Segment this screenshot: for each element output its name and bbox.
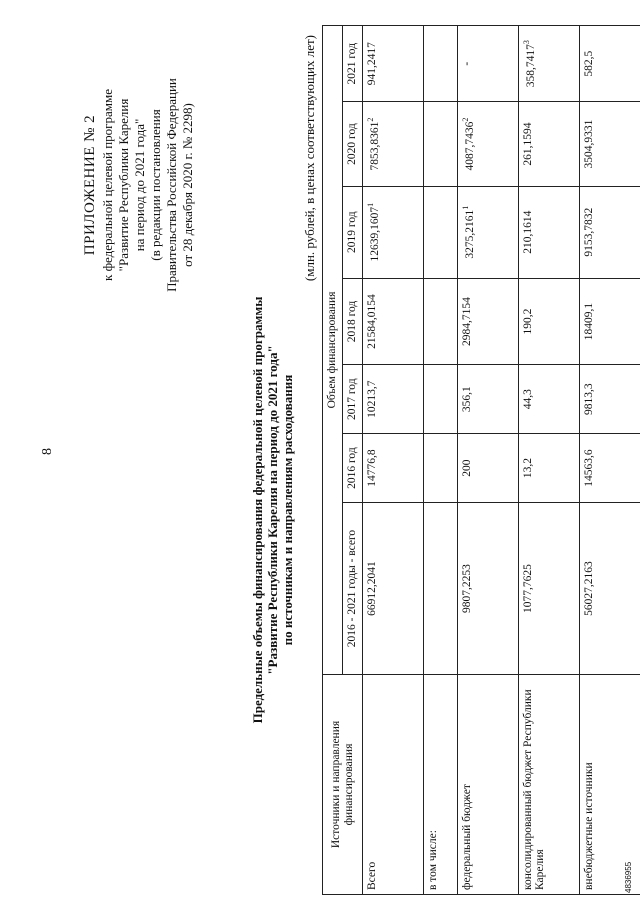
- cell-value: 210,1614: [522, 210, 534, 254]
- footnote-mark: 3: [522, 40, 531, 45]
- table-cell: [424, 278, 458, 365]
- page-number: 8: [40, 448, 55, 455]
- cell-value: 66912,2041: [366, 561, 378, 616]
- cell-value: 941,2417: [366, 42, 378, 86]
- cell-value: 4087,7436: [463, 121, 476, 171]
- cell-value: 3504,9331: [583, 119, 595, 169]
- appendix-line: Правительства Российской Федерации: [164, 78, 179, 292]
- table-cell: [424, 26, 458, 102]
- cell-value: 44,3: [522, 389, 534, 410]
- cell-value: 582,5: [583, 50, 595, 77]
- table-cell: [519, 102, 580, 186]
- table-row: [424, 26, 458, 895]
- table-cell: [580, 102, 640, 186]
- row-label: в том числе:: [424, 675, 458, 895]
- table-cell: [580, 186, 640, 278]
- row-label: консолидированный бюджет Республики Карелия: [519, 675, 580, 895]
- table-cell: [363, 503, 424, 675]
- appendix-title: ПРИЛОЖЕНИЕ № 2: [82, 114, 98, 256]
- header-col: 2018 год: [343, 278, 363, 365]
- table-cell: [519, 26, 580, 102]
- cell-value: 1077,7625: [522, 564, 534, 613]
- table-cell: [458, 102, 519, 186]
- table-cell: [424, 503, 458, 675]
- table-cell: [519, 434, 580, 503]
- cell-value: 200: [461, 459, 473, 477]
- appendix-line: "Развитие Республики Карелия: [116, 98, 131, 272]
- cell-value: 9807,2253: [461, 564, 473, 613]
- table-cell: [458, 365, 519, 434]
- table-cell: [363, 278, 424, 365]
- cell-value: 10213,7: [366, 380, 378, 418]
- appendix-header: [82, 25, 196, 345]
- table-cell: [519, 186, 580, 278]
- table-cell: [363, 102, 424, 186]
- header-col: 2019 год: [343, 186, 363, 278]
- table-cell: [519, 503, 580, 675]
- units-note: (млн. рублей, в ценах соответствующих лет): [302, 35, 317, 282]
- cell-value: 190,2: [522, 308, 534, 335]
- header-col: 2016 год: [343, 434, 363, 503]
- cell-value: 7853,8361: [368, 121, 381, 171]
- row-label: федеральный бюджет: [458, 675, 519, 895]
- header-col: 2021 год: [343, 26, 363, 102]
- header-col: 2017 год: [343, 365, 363, 434]
- table-row: [458, 26, 519, 895]
- table-row: [580, 26, 640, 895]
- appendix-line: от 28 декабря 2020 г. № 2298): [180, 103, 195, 267]
- cell-value: 56027,2163: [583, 561, 595, 616]
- table-cell: [458, 278, 519, 365]
- title-line: по источникам и направлениям расходования: [280, 374, 295, 646]
- title-line: "Развитие Республики Карелия на период до 2021 года": [265, 345, 280, 675]
- cell-value: 356,1: [461, 386, 473, 413]
- footnote-mark: 2: [366, 117, 375, 122]
- table-cell: [580, 278, 640, 365]
- cell-value: 14776,8: [366, 449, 378, 487]
- table-row: [519, 26, 580, 895]
- table-cell: [458, 434, 519, 503]
- cell-value: 261,1594: [522, 122, 534, 166]
- appendix-line: (в редакции постановления: [148, 109, 163, 261]
- cell-value: 358,7417: [524, 44, 537, 88]
- cell-value: -: [461, 61, 473, 66]
- row-label: внебюджетные источники: [580, 675, 640, 895]
- cell-value: 12639,1607: [368, 206, 381, 262]
- cell-value: 9153,7832: [583, 207, 595, 257]
- table-cell: [424, 434, 458, 503]
- document-stamp: 4836955: [624, 861, 633, 893]
- table-cell: [424, 102, 458, 186]
- footnote-mark: 2: [461, 117, 470, 122]
- table-cell: [458, 503, 519, 675]
- footnote-mark: 1: [366, 202, 375, 207]
- table-cell: [363, 26, 424, 102]
- table-cell: [580, 365, 640, 434]
- financing-table: [322, 25, 640, 895]
- table-cell: [424, 365, 458, 434]
- table-cell: [458, 26, 519, 102]
- cell-value: 14563,6: [583, 449, 595, 487]
- table-cell: [580, 26, 640, 102]
- cell-value: 3275,2161: [463, 209, 476, 259]
- table-cell: [363, 186, 424, 278]
- header-volume: Объем финансирования: [323, 26, 343, 675]
- table-row: [363, 26, 424, 895]
- appendix-line: на период до 2021 года": [132, 118, 147, 252]
- document-title: [250, 245, 295, 775]
- appendix-line: к федеральной целевой программе: [100, 89, 115, 281]
- cell-value: 2984,7154: [461, 297, 473, 346]
- table-cell: [363, 434, 424, 503]
- table-cell: [424, 186, 458, 278]
- table-cell: [458, 186, 519, 278]
- header-col: 2020 год: [343, 102, 363, 186]
- table-cell: [519, 278, 580, 365]
- cell-value: 13,2: [522, 458, 534, 479]
- row-label: Всего: [363, 675, 424, 895]
- table-body: [363, 26, 640, 895]
- title-line: Предельные объемы финансирования федеральной целевой программы: [250, 296, 265, 724]
- cell-value: 21584,0154: [366, 294, 378, 349]
- cell-value: 9813,3: [583, 383, 595, 416]
- header-source: Источники и направления финансирования: [323, 675, 363, 895]
- cell-value: 18409,1: [583, 302, 595, 341]
- footnote-mark: 1: [461, 205, 470, 210]
- table-cell: [363, 365, 424, 434]
- table-cell: [580, 434, 640, 503]
- table-cell: [580, 503, 640, 675]
- header-col: 2016 - 2021 годы - всего: [343, 503, 363, 675]
- table-cell: [519, 365, 580, 434]
